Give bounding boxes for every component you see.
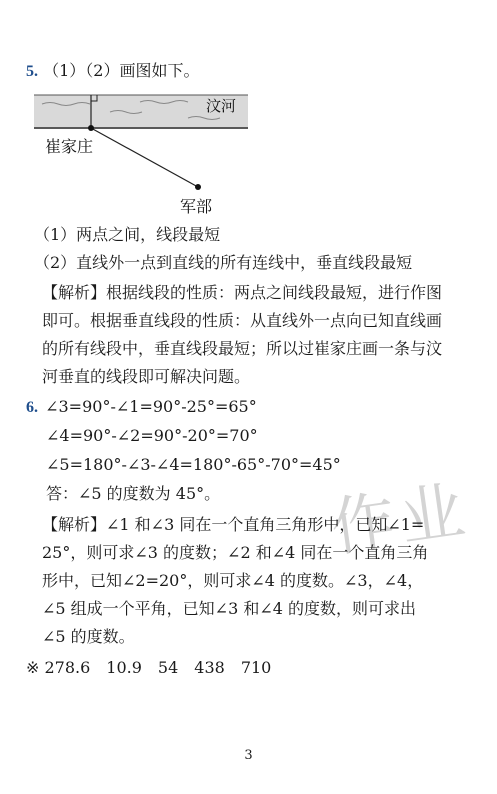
village-label: 崔家庄 (45, 137, 94, 156)
q5-answer-1: （1）两点之间，线段最短 (34, 225, 221, 244)
extra-answers: ※ 278.6 10.9 54 438 710 (26, 658, 272, 677)
q6-analysis-line: 25°，则可求∠3 的度数；∠2 和∠4 同在一个直角三角 (42, 543, 429, 562)
q5-number: 5. (26, 63, 38, 80)
army-point (195, 184, 201, 190)
watermark: 作业 (326, 473, 476, 567)
q5-analysis-line: 即可。根据垂直线段的性质：从直线外一点向已知直线画 (42, 311, 443, 330)
shortest-segment (91, 128, 198, 187)
q6-analysis-line: ∠5 组成一个平角，已知∠3 和∠4 的度数，则可求出 (42, 599, 417, 618)
q5-figure (0, 0, 497, 230)
q6-analysis-line: ∠5 的度数。 (42, 627, 135, 646)
q6-formula: ∠3=90°-∠1=90°-25°=65° (45, 397, 257, 416)
q5-analysis-line: 【解析】根据线段的性质：两点之间线段最短，进行作图 (42, 283, 443, 302)
q6-analysis-line: 形中，已知∠2=20°，则可求∠4 的度数。∠3，∠4， (42, 571, 424, 590)
q6-analysis-line: 【解析】∠1 和∠3 同在一个直角三角形中，已知∠1= (42, 515, 425, 534)
page-number: 3 (244, 748, 253, 763)
q5-analysis-line: 河垂直的线段即可解决问题。 (42, 367, 251, 386)
q6-number: 6. (26, 399, 38, 416)
q5-answer-2: （2）直线外一点到直线的所有连线中，垂直线段最短 (34, 253, 413, 272)
army-label: 军部 (180, 197, 213, 216)
q6-line-1 (26, 396, 257, 419)
q5-analysis-line: 的所有线段中，垂直线段最短；所以过崔家庄画一条与汶 (42, 339, 443, 358)
q6-answer: 答：∠5 的度数为 45°。 (46, 484, 221, 503)
q6-formula: ∠5=180°-∠3-∠4=180°-65°-70°=45° (46, 455, 341, 474)
river-label: 汶河 (206, 97, 237, 115)
q6-formula: ∠4=90°-∠2=90°-20°=70° (46, 426, 258, 445)
q5-title: （1）（2）画图如下。 (43, 61, 200, 80)
village-point (88, 125, 94, 131)
